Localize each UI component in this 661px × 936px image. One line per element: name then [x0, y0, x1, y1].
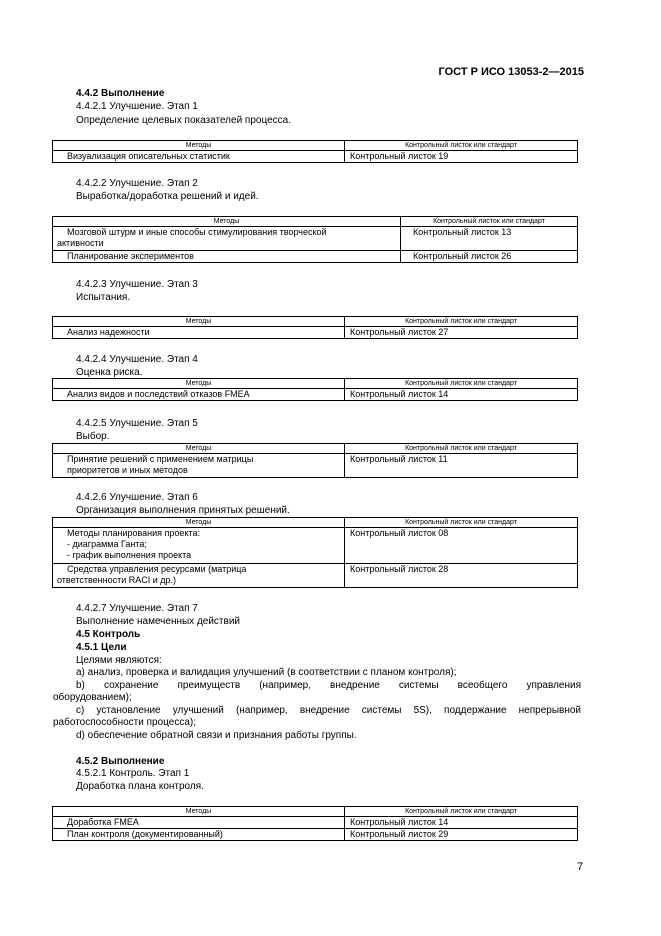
- methods-table-improve-4: [52, 378, 578, 401]
- col-header-methods: Методы: [53, 317, 345, 327]
- section-heading-4-5-2: 4.5.2 Выполнение: [76, 756, 165, 767]
- goal-item-b-continued: оборудованием);: [53, 692, 132, 703]
- goal-item-b: b) сохранение преимуществ (например, внедрение системы всеобщего управления: [76, 680, 581, 691]
- subsection-title: 4.4.2.2 Улучшение. Этап 2: [76, 178, 198, 189]
- col-header-methods: Методы: [53, 141, 345, 151]
- col-header-methods: Методы: [53, 379, 345, 389]
- methods-table-control-1: [52, 806, 578, 841]
- goal-item-a: a) анализ, проверка и валидация улучшений (в соответствии с планом контроля);: [76, 667, 457, 678]
- methods-table-improve-1: [52, 140, 578, 163]
- method-line: активности: [57, 238, 104, 248]
- method-line: Мозговой штурм и иные способы стимулирования творческой: [67, 227, 327, 237]
- col-header-checklist: Контрольный листок или стандарт: [345, 518, 578, 528]
- col-header-methods: Методы: [53, 444, 345, 454]
- method-cell: [53, 528, 345, 564]
- subsection-title: 4.4.2.6 Улучшение. Этап 6: [76, 492, 198, 503]
- method-line: Методы планирования проекта:: [67, 528, 201, 538]
- method-cell: Визуализация описательных статистик: [53, 151, 345, 163]
- subsection-title: 4.4.2.3 Улучшение. Этап 3: [76, 279, 198, 290]
- subsection-description: Выработка/доработка решений и идей.: [76, 191, 259, 202]
- goals-intro: Целями являются:: [76, 655, 162, 666]
- checklist-cell: Контрольный листок 08: [345, 528, 578, 564]
- method-line: Средства управления ресурсами (матрица: [67, 564, 247, 574]
- section-heading-4-5: 4.5 Контроль: [76, 629, 141, 640]
- method-cell: Анализ видов и последствий отказов FMEA: [53, 389, 345, 401]
- method-cell: [53, 564, 345, 588]
- col-header-checklist: Контрольный листок или стандарт: [345, 317, 578, 327]
- checklist-cell: Контрольный листок 14: [345, 817, 578, 829]
- col-header-checklist: Контрольный листок или стандарт: [345, 141, 578, 151]
- goal-item-c: c) установление улучшений (например, внедрение системы 5S), поддержание непрерывной: [76, 705, 581, 716]
- subsection-description: Организация выполнения принятых решений.: [76, 505, 290, 516]
- method-cell: [53, 227, 401, 251]
- subsection-title: 4.4.2.7 Улучшение. Этап 7: [76, 603, 198, 614]
- subsection-description: Испытания.: [76, 292, 131, 303]
- method-line: - диаграмма Ганта;: [67, 539, 147, 549]
- method-cell: Анализ надежности: [53, 327, 345, 339]
- col-header-checklist: Контрольный листок или стандарт: [345, 379, 578, 389]
- section-heading-4-4-2: 4.4.2 Выполнение: [76, 88, 165, 99]
- col-header-checklist: Контрольный листок или стандарт: [401, 217, 578, 227]
- method-cell: Доработка FMEA: [53, 817, 345, 829]
- subsection-description: Определение целевых показателей процесса.: [76, 115, 291, 126]
- subsection-title: 4.4.2.1 Улучшение. Этап 1: [76, 101, 198, 112]
- subsection-title: 4.5.2.1 Контроль. Этап 1: [76, 768, 190, 779]
- method-cell: План контроля (документированный): [53, 829, 345, 841]
- method-cell: [53, 454, 345, 478]
- page-number: 7: [577, 861, 584, 873]
- subsection-description: Доработка плана контроля.: [76, 781, 204, 792]
- method-line: приоритетов и иных методов: [67, 465, 188, 475]
- methods-table-improve-6: [52, 517, 578, 588]
- methods-table-improve-5: [52, 443, 578, 478]
- goal-item-d: d) обеспечение обратной связи и признания работы группы.: [76, 730, 357, 741]
- checklist-cell: Контрольный листок 26: [401, 251, 578, 263]
- checklist-cell: Контрольный листок 11: [345, 454, 578, 478]
- document-code-header: ГОСТ Р ИСО 13053-2—2015: [438, 66, 584, 78]
- method-cell: Планирование экспериментов: [53, 251, 401, 263]
- col-header-checklist: Контрольный листок или стандарт: [345, 807, 578, 817]
- checklist-cell: Контрольный листок 28: [345, 564, 578, 588]
- col-header-methods: Методы: [53, 217, 401, 227]
- subsection-description: Выполнение намеченных действий: [76, 616, 240, 627]
- col-header-methods: Методы: [53, 518, 345, 528]
- checklist-cell: Контрольный листок 14: [345, 389, 578, 401]
- checklist-cell: Контрольный листок 13: [401, 227, 578, 251]
- subsection-title: 4.4.2.4 Улучшение. Этап 4: [76, 354, 198, 365]
- subsection-description: Оценка риска.: [76, 367, 143, 378]
- methods-table-improve-3: [52, 316, 578, 339]
- checklist-cell: Контрольный листок 27: [345, 327, 578, 339]
- col-header-checklist: Контрольный листок или стандарт: [345, 444, 578, 454]
- subsection-description: Выбор.: [76, 431, 110, 442]
- subsection-title: 4.4.2.5 Улучшение. Этап 5: [76, 418, 198, 429]
- checklist-cell: Контрольный листок 19: [345, 151, 578, 163]
- col-header-methods: Методы: [53, 807, 345, 817]
- method-line: - график выполнения проекта: [67, 550, 192, 560]
- method-line: ответственности RACI и др.): [57, 575, 177, 585]
- checklist-cell: Контрольный листок 29: [345, 829, 578, 841]
- method-line: Принятие решений с применением матрицы: [67, 454, 254, 464]
- methods-table-improve-2: [52, 216, 578, 263]
- section-heading-4-5-1: 4.5.1 Цели: [76, 642, 127, 653]
- goal-item-c-continued: работоспособности процесса);: [53, 717, 197, 728]
